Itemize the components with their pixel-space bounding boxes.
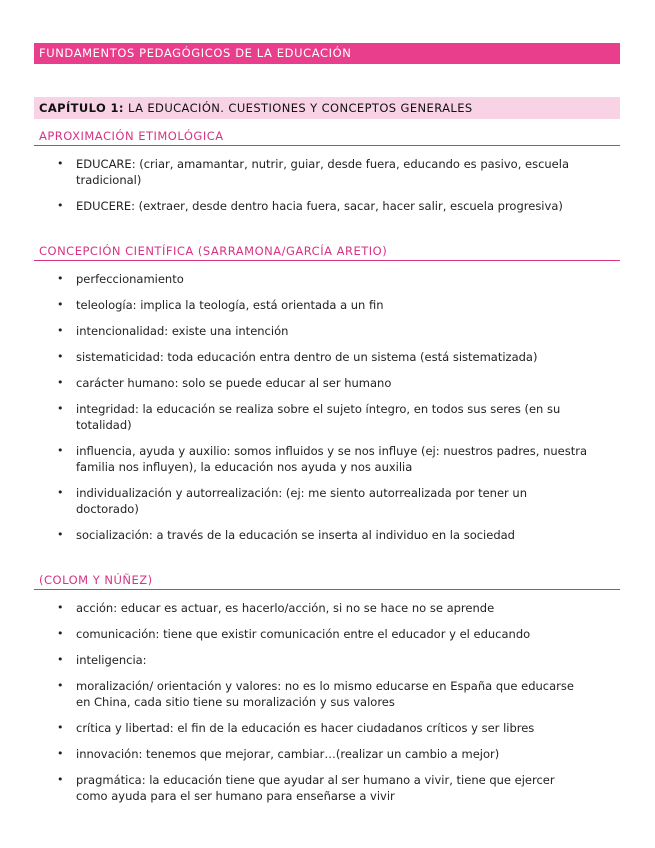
list-item: • innovación: tenemos que mejorar, cambiar…(realizar un cambio a mejor) — [57, 747, 500, 761]
document-page — [34, 43, 620, 804]
bullet-icon: • — [57, 157, 64, 170]
chapter-title: LA EDUCACIÓN. CUESTIONES Y CONCEPTOS GENERALES — [128, 101, 473, 115]
bullet-icon: • — [57, 402, 64, 415]
bullet-list-cientifica — [34, 271, 620, 543]
bullet-icon: • — [57, 773, 64, 786]
section-heading-colom-nunez: (COLOM Y NÚÑEZ) — [34, 573, 620, 590]
list-item: • inteligencia: — [57, 653, 147, 667]
bullet-icon: • — [57, 653, 64, 666]
bullet-list-etimologica — [34, 156, 620, 214]
list-item: • influencia, ayuda y auxilio: somos influidos y se nos influye (ej: nuestros padres, nuestra familia nos influyen), la educación nos ayuda y nos auxilia — [57, 444, 587, 474]
list-item: • socialización: a través de la educación se inserta al individuo en la sociedad — [57, 528, 515, 542]
bullet-icon: • — [57, 350, 64, 363]
list-item: • integridad: la educación se realiza sobre el sujeto íntegro, en todos sus seres (en su totalidad) — [57, 402, 561, 432]
list-item: • perfeccionamiento — [57, 272, 184, 286]
bullet-list-colom-nunez — [34, 600, 620, 804]
list-item: • EDUCARE: (criar, amamantar, nutrir, guiar, desde fuera, educando es pasivo, escuela tradicional) — [57, 157, 570, 187]
bullet-icon: • — [57, 627, 64, 640]
bullet-icon: • — [57, 376, 64, 389]
bullet-icon: • — [57, 298, 64, 311]
chapter-title-bar — [34, 97, 620, 119]
list-item: • teleología: implica la teología, está orientada a un fin — [57, 298, 384, 312]
list-item: • crítica y libertad: el fin de la educación es hacer ciudadanos críticos y ser libres — [57, 721, 535, 735]
list-item: • acción: educar es actuar, es hacerlo/acción, si no se hace no se aprende — [57, 601, 495, 615]
list-item: • sistematicidad: toda educación entra dentro de un sistema (está sistematizada) — [57, 350, 538, 364]
section-heading-etimologica: APROXIMACIÓN ETIMOLÓGICA — [34, 129, 620, 146]
list-item: • pragmática: la educación tiene que ayudar al ser humano a vivir, tiene que ejercer como ayuda para el ser humano para enseñarse a vivir — [57, 773, 555, 803]
bullet-icon: • — [57, 199, 64, 212]
list-item: • carácter humano: solo se puede educar al ser humano — [57, 376, 392, 390]
list-item: • individualización y autorrealización: (ej: me siento autorrealizada por tener un doctorado) — [57, 486, 527, 516]
bullet-icon: • — [57, 528, 64, 541]
section-heading-cientifica: CONCEPCIÓN CIENTÍFICA (SARRAMONA/GARCÍA ARETIO) — [34, 244, 620, 261]
list-item: • intencionalidad: existe una intención — [57, 324, 289, 338]
bullet-icon: • — [57, 679, 64, 692]
bullet-icon: • — [57, 601, 64, 614]
bullet-icon: • — [57, 272, 64, 285]
course-title-banner: FUNDAMENTOS PEDAGÓGICOS DE LA EDUCACIÓN — [34, 43, 620, 64]
list-item: • moralización/ orientación y valores: no es lo mismo educarse en España que educarse en China, cada sitio tiene su moralización y sus valores — [57, 679, 574, 709]
bullet-icon: • — [57, 444, 64, 457]
bullet-icon: • — [57, 324, 64, 337]
chapter-label: CAPÍTULO 1: — [39, 101, 124, 115]
list-item: • EDUCERE: (extraer, desde dentro hacia fuera, sacar, hacer salir, escuela progresiva) — [57, 199, 563, 213]
list-item: • comunicación: tiene que existir comunicación entre el educador y el educando — [57, 627, 531, 641]
bullet-icon: • — [57, 747, 64, 760]
bullet-icon: • — [57, 721, 64, 734]
bullet-icon: • — [57, 486, 64, 499]
